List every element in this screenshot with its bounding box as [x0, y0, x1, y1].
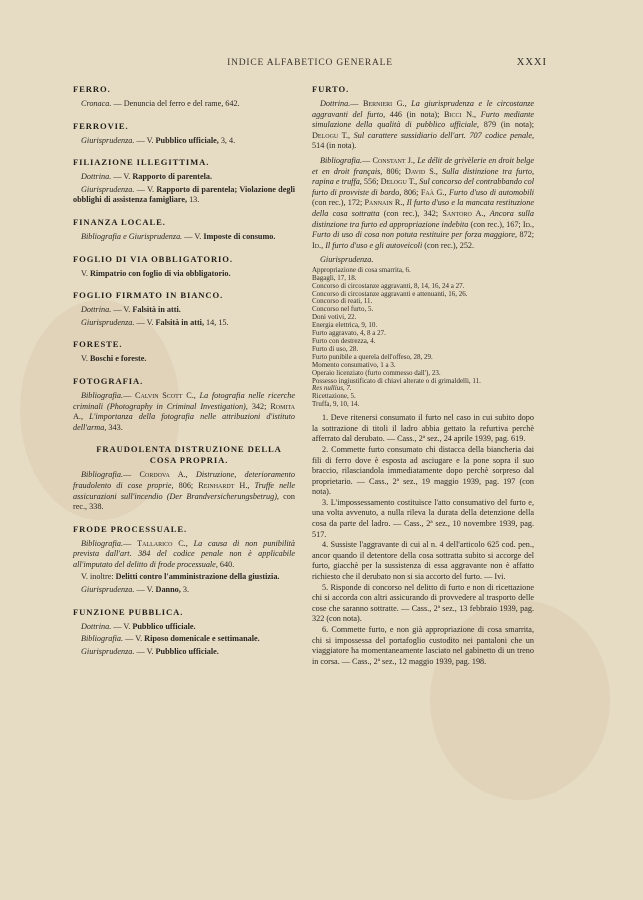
subject-item: Momento consumativo, 1 a 3. [312, 360, 396, 369]
entry-line: Bibliografia.— Calvin Scott C., La fotografia nelle ricerche criminali (Photography in Criminal Investigation), 342; Romita A., L'importanza della fotografia nelle attribuzioni d'istituto dell'arma, 343. [73, 390, 296, 432]
index-entry-ferrovie [73, 121, 295, 147]
headword: FURTO. [312, 84, 350, 94]
subject-item: Res nullius, 7. [312, 384, 352, 393]
headword: FOTOGRAFIA. [73, 375, 144, 386]
index-entry-foglio-via [73, 254, 295, 280]
header-title: INDICE ALFABETICO GENERALE [227, 58, 393, 68]
page-number: XXXI [516, 57, 547, 68]
headword: FILIAZIONE ILLEGITTIMA. [73, 157, 210, 168]
entry-line: Bibliografia. — V. Riposo domenicale e settimanale. [81, 634, 260, 644]
entry-line: Bibliografia.— Tallarico C., La causa di non punibilità prevista dall'art. 384 del codice penale non è applicabile all'imputato del delitto di frode processuale, 640. [73, 538, 296, 569]
holding-paragraph: 2. Commette furto consumato chi distacca della biancheria dai fili di ferro dove è esposta ad asciugare e la pone sopra il suo braccio, rilasciandola immediatamente dopo perchè sorpreso dal proprietario. — Cass., 2ª sez., 19 maggio 1939, pag. 197 (con nota). [312, 444, 534, 497]
entry-line: V. Boschi e foreste. [81, 354, 147, 364]
entry-line: Bibliografia e Giurisprudenza. — V. Imposte di consumo. [81, 231, 276, 241]
subject-item: Furto con destrezza, 4. [312, 336, 376, 345]
subject-item: Operaio licenziato (furto commesso dall'), 23. [312, 368, 441, 377]
entry-line: Dottrina. — V. Pubblico ufficiale. [81, 621, 196, 631]
numbered-holdings [312, 413, 534, 667]
headword: FERRO. [73, 84, 111, 94]
running-header [0, 58, 643, 72]
right-column [312, 84, 534, 678]
subject-item: Furto punibile a querela dell'offeso, 28, 29. [312, 352, 433, 361]
headword: FOGLIO FIRMATO IN BIANCO. [73, 290, 224, 301]
index-entry-foglio-bianco [73, 290, 295, 328]
entry-line: Dottrina. — V. Falsità in atti. [81, 305, 181, 315]
index-entry-frode [73, 524, 295, 596]
subject-item: Truffa, 9, 10, 14. [312, 400, 360, 409]
entry-line: V. Rimpatrio con foglio di via obbligatorio. [81, 268, 231, 278]
entry-line: Bibliografia.— Cordova A., Distruzione, deterioramento fraudolento di cose proprie, 806; Reinhardt H., Truffe nelle assicurazioni sull'incendio (Der Brandversicherungsbetrug), con rec., 338. [73, 470, 295, 512]
headword: FERROVIE. [73, 120, 129, 131]
headword: FRAUDOLENTA DISTRUZIONE DELLA COSA PROPRIA. [96, 444, 282, 466]
entry-line: Giurisprudenza. — V. Rapporto di parentela; Violazione degli obblighi di assistenza famigliare, 13. [73, 184, 296, 205]
left-column [73, 84, 295, 668]
index-entry-funzione [73, 607, 295, 658]
subject-item: Concorso nel furto, 5. [312, 305, 374, 314]
headword: FRODE PROCESSUALE. [73, 523, 188, 534]
index-entry-ferro [73, 84, 295, 110]
headword: FINANZA LOCALE. [73, 216, 166, 227]
entry-dottrina: Dottrina.— Bernieri G., La giurisprudenza e le circostanze aggravanti del furto, 446 (in nota); Bicci N., Furto mediante simulazione della qualità di pubblico ufficiale, 879 (in nota); Delogu T., Sul carattere sussidiario dell'art. 707 codice penale, 514 (in nota). [312, 99, 535, 151]
holding-paragraph: 6. Commette furto, e non già appropriazione di cosa smarrita, chi si impossessa del portafoglio custodito nei pantaloni che un viaggiatore ha momentaneamente lasciato nel gabinetto di un treno in corsa. — Cass., 2ª sez., 12 maggio 1939, pag. 198. [312, 625, 534, 666]
index-entry-fraudolenta [73, 444, 295, 512]
entry-line: V. inoltre: Delitti contro l'amministrazione della giustizia. [81, 572, 280, 582]
holding-paragraph: 5. Risponde di concorso nel delitto di furto e non di ricettazione chi si accorda con altri assicurando di provvedere al trasporto delle cose che saranno sottratte. — Cass., 2ª sez., 13 febbraio 1939, pag. 322 (con nota). [312, 582, 534, 624]
subject-item: Concorso di circostanze aggravanti, 8, 14, 16, 24 a 27. [312, 281, 465, 290]
index-entry-furto [312, 84, 534, 667]
index-entry-fotografia [73, 376, 295, 433]
headword: FUNZIONE PUBBLICA. [73, 606, 184, 617]
subject-item: Furto di uso, 28. [312, 344, 359, 353]
entry-line: Giurisprudenza. — V. Falsità in atti, 14, 15. [81, 317, 229, 327]
subject-item: Energia elettrica, 9, 10. [312, 321, 378, 330]
headword: FORESTE. [73, 339, 123, 350]
subject-item: Concorso di reati, 11. [312, 297, 373, 306]
holding-paragraph: 4. Sussiste l'aggravante di cui al n. 4 dell'articolo 625 cod. pen., ancor quando il detentore della cosa sottratta subito si accorge del furto, giacchè per la sussistenza di essa aggravante non è affatto richiesto che il derubato non si sia accorto del furto. — Ivi. [312, 540, 534, 582]
entry-line: Giurisprudenza. — V. Pubblico ufficiale, 3, 4. [81, 135, 236, 145]
entry-line: Dottrina. — V. Rapporto di parentela. [81, 172, 213, 182]
index-entry-foreste [73, 339, 295, 365]
index-entry-finanza [73, 217, 295, 243]
headword: FOGLIO DI VIA OBBLIGATORIO. [73, 253, 233, 264]
subject-item: Possesso ingiustificato di chiavi alterate o di grimaldelli, 11. [312, 376, 481, 385]
holding-paragraph: 1. Deve ritenersi consumato il furto nel caso in cui subito dopo la sottrazione di titoli il ladro abbia gettato la refurtiva perchè afferrato dal derubato. — Cass., 2ª sez., 24 aprile 1939, pag. 619. [312, 413, 534, 444]
entry-line: Giurisprudenza. — V. Danno, 3. [81, 585, 189, 595]
index-entry-filiazione [73, 157, 295, 206]
entry-line: Giurisprudenza. — V. Pubblico ufficiale. [81, 646, 219, 656]
subject-item: Ricettazione, 5. [312, 392, 356, 401]
subject-item: Appropriazione di cosa smarrita, 6. [312, 265, 411, 274]
subject-item: Doni votivi, 22. [312, 313, 357, 322]
subject-item: Bagagli, 17, 18. [312, 273, 357, 282]
subject-index [312, 267, 534, 409]
subject-item: Furto aggravato, 4, 8 a 27. [312, 329, 386, 338]
entry-bibliografia: Bibliografia.— Constant J., Le délit de grivèlerie en droit belge et en droit français, 806; David S., Sulla distinzione tra furto, rapina e truffa, 556; Delogu T., Sul concorso del contrabbando col furto di provviste di bordo, 806; Faà G., Furto d'uso di automobili (con rec.), 172; Pannain R., Il furto d'uso e la mancata restituzione della cosa sottratta (con rec.), 342; Santoro A., Ancora sulla distinzione tra furto ed appropriazione indebita (con rec.), 167; Id., Furto di uso di cosa non potuta restituire per forza maggiore, 872; Id., Il furto d'uso e gli autoveicoli (con rec.), 252. [312, 155, 535, 250]
subject-item: Concorso di circostanze aggravanti e attenuanti, 16, 26. [312, 289, 468, 298]
entry-line: Cronaca. — Denuncia del ferro e del rame, 642. [81, 99, 240, 108]
holding-paragraph: 3. L'impossessamento costituisce l'atto consumativo del furto e, una volta avvenuto, a nulla rileva la durata della detenzione della cosa da parte del ladro. — Cass., 2ª sez., 10 novembre 1939, pag. 517. [312, 497, 534, 539]
section-label-giurisprudenza: Giurisprudenza. [320, 255, 374, 265]
